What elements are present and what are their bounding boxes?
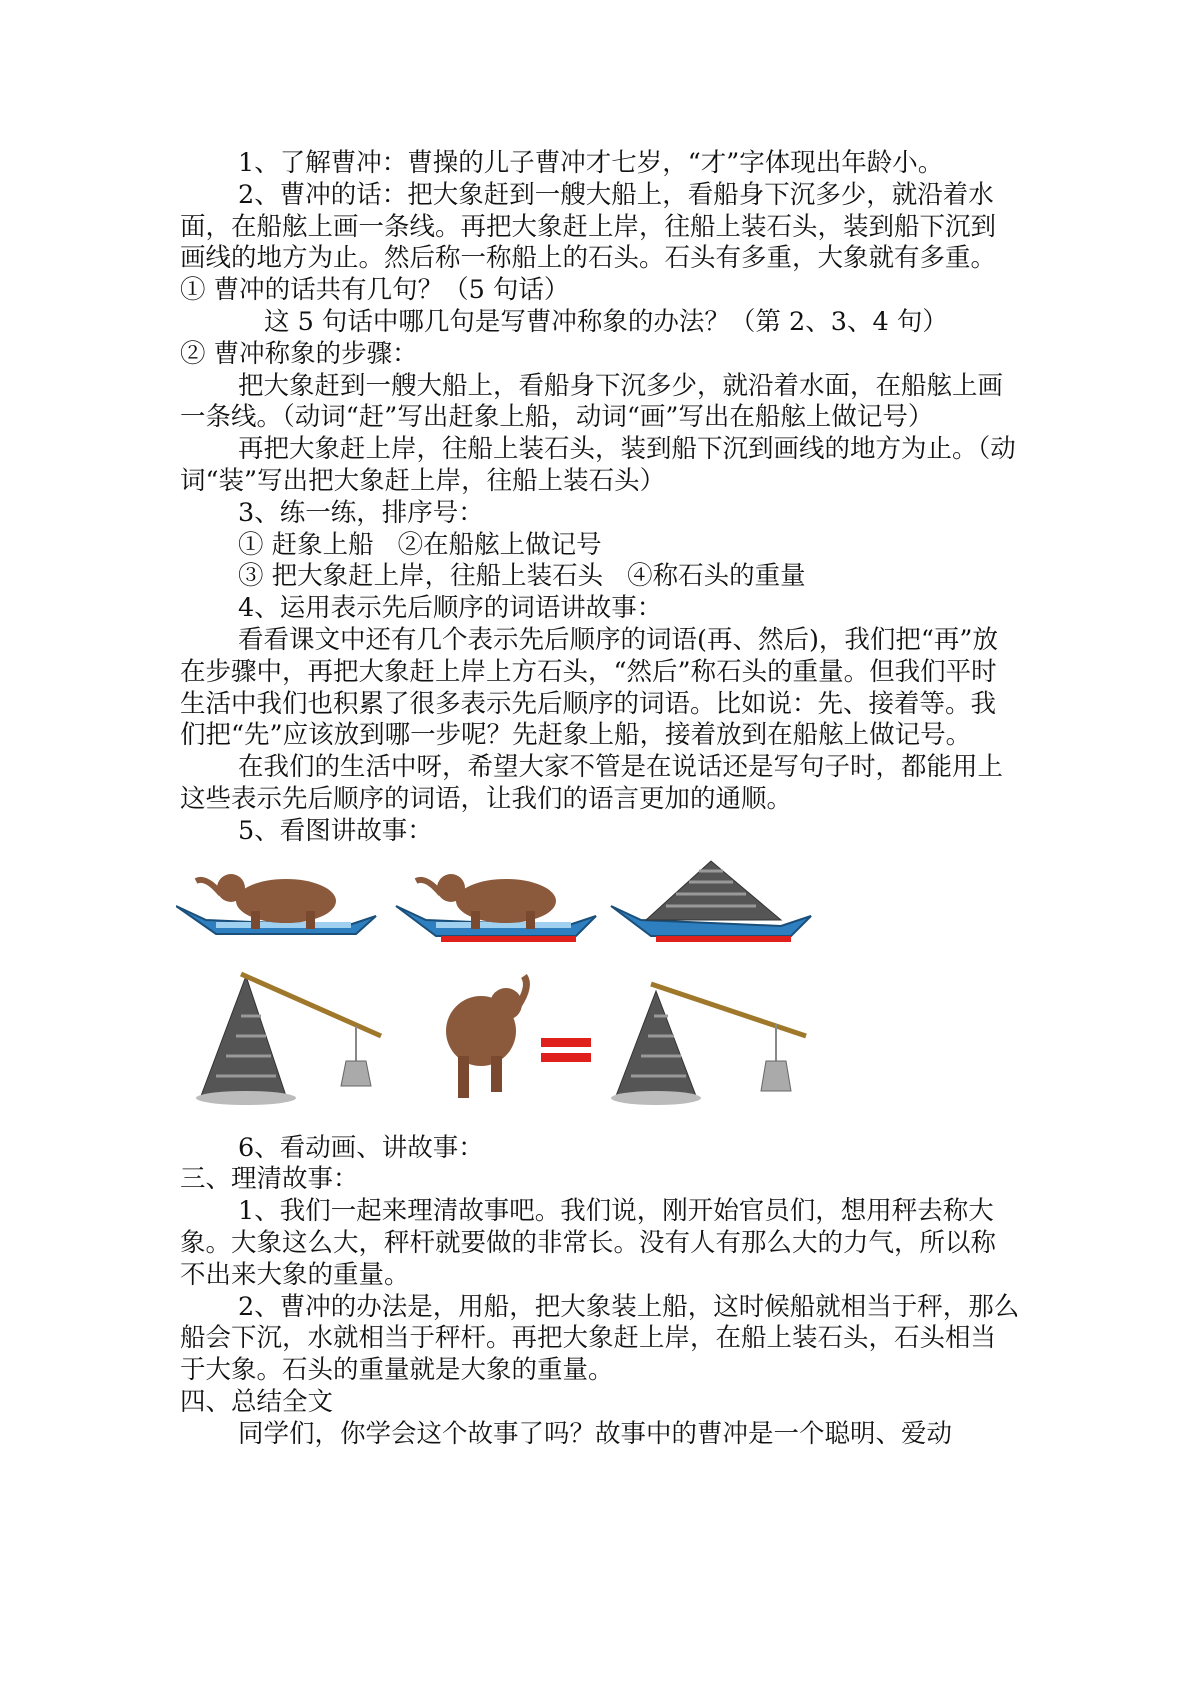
clarify-1: 1、我们一起来理清故事吧。我们说，刚开始官员们，想用秤去称大象。大象这么大，秤杆就要做的非常长。没有人有那么大的力气，所以称不出来大象的重量。	[180, 1196, 997, 1290]
para-4b: 在我们的生活中呀，希望大家不管是在说话还是写句子时，都能用上这些表示先后顺序的词语，让我们的语言更加的通顺。	[180, 752, 1004, 814]
question-1: ① 曹冲的话共有几句？（5 句话）	[180, 275, 570, 306]
para-2: 2、曹冲的话：把大象赶到一艘大船上，看船身下沉多少，就沿着水面，在船舷上画一条线。再把大象赶上岸，往船上装石头，装到船下沉到画线的地方为止。然后称一称船上的石头。石头有多重，大象就有多重。	[180, 179, 997, 274]
boat-elephant-image	[176, 874, 376, 934]
heading-3: 三、理清故事：	[180, 1164, 359, 1195]
order-4: ④称石头的重量	[627, 561, 806, 592]
order-1: ① 赶象上船	[238, 529, 374, 560]
story-illustration-svg	[176, 856, 836, 1121]
clarify-2: 2、曹冲的办法是，用船，把大象装上船，这时候船就相当于秤，那么船会下沉，水就相当于秤杆。再把大象赶上岸，在船上装石头，石头相当于大象。石头的重量就是大象的重量。	[180, 1291, 1020, 1386]
order-3: ③ 把大象赶上岸，往船上装石头	[238, 561, 604, 592]
conclusion: 同学们，你学会这个故事了吗？故事中的曹冲是一个聪明、爱动	[238, 1418, 953, 1449]
para-1: 1、了解曹冲：曹操的儿子曹冲才七岁，“才”字体现出年龄小。	[238, 148, 944, 178]
question-1b: 这 5 句话中哪几句是写曹冲称象的办法？（第 2、3、4 句）	[264, 306, 948, 337]
question-2: ② 曹冲称象的步骤：	[180, 338, 418, 369]
boat-marked-image	[396, 874, 596, 942]
para-5: 5、看图讲故事：	[238, 815, 433, 846]
heading-4: 四、总结全文	[180, 1386, 334, 1417]
elephant-image	[446, 976, 526, 1098]
order-line-2	[180, 561, 1020, 593]
para-4a: 看看课文中还有几个表示先后顺序的词语(再、然后)，我们把“再”放在步骤中，再把大象赶上岸上方石头，“然后”称石头的重量。但我们平时生活中我们也积累了很多表示先后顺序的词语。比如说：先、接着等。我们把“先”应该放到哪一步呢？先赶象上船，接着放到在船舷上做记号。	[180, 624, 998, 751]
document-body	[180, 148, 1020, 1451]
story-illustration	[176, 856, 836, 1121]
equals-sign	[541, 1038, 591, 1062]
order-2: ②在船舷上做记号	[397, 529, 602, 560]
para-6: 6、看动画、讲故事：	[238, 1132, 484, 1163]
scale-stones-image-2	[611, 984, 806, 1105]
para-4: 4、运用表示先后顺序的词语讲故事：	[238, 593, 663, 624]
step-1-text: 把大象赶到一艘大船上，看船身下沉多少，就沿着水面，在船舷上画一条线。（动词“赶”写出赶象上船，动词“画”写出在船舷上做记号）	[180, 370, 1004, 433]
boat-stones-image	[611, 861, 811, 942]
para-3: 3、练一练，排序号：	[238, 497, 484, 528]
step-2-text: 再把大象赶上岸，往船上装石头，装到船下沉到画线的地方为止。（动词“装”写出把大象赶上岸，往船上装石头）	[180, 434, 1016, 496]
order-line-1	[180, 530, 1020, 562]
scale-stones-image	[196, 974, 381, 1105]
